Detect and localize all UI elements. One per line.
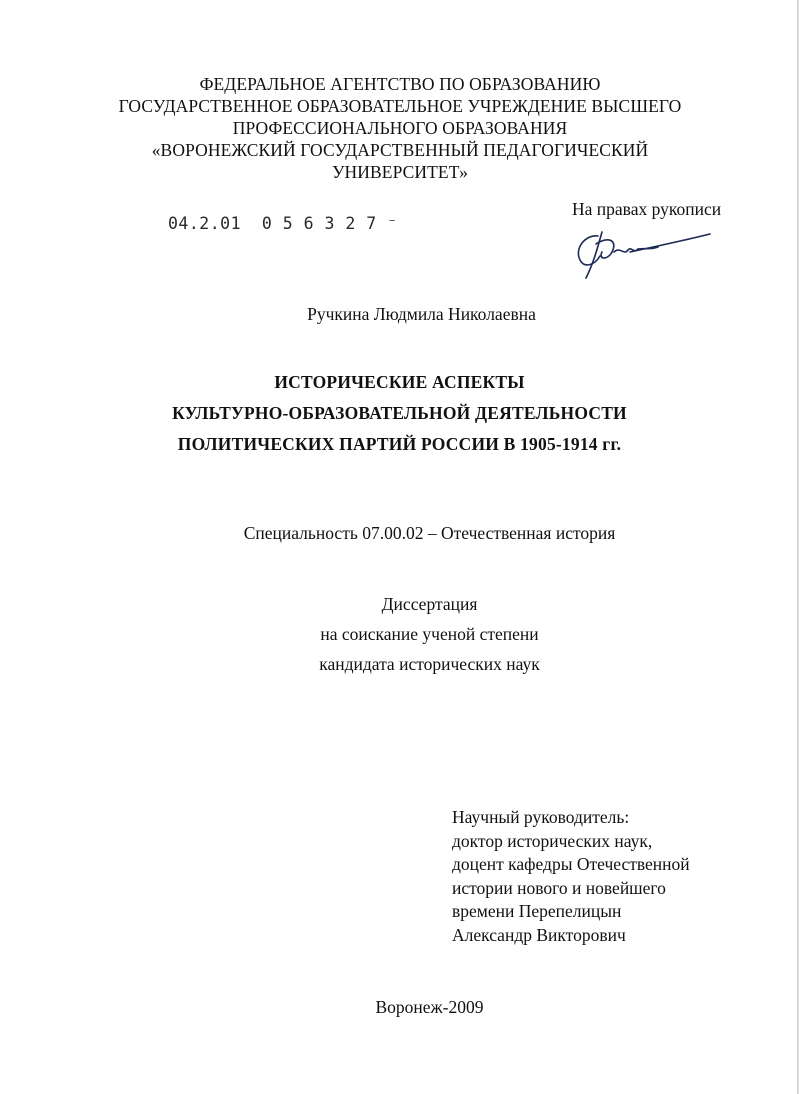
header-line: ПРОФЕССИОНАЛЬНОГО ОБРАЗОВАНИЯ (232, 118, 568, 138)
title-line: ПОЛИТИЧЕСКИХ ПАРТИЙ РОССИИ В 1905-1914 гг. (177, 434, 622, 454)
header-line: «ВОРОНЕЖСКИЙ ГОСУДАРСТВЕННЫЙ ПЕДАГОГИЧЕСКИЙ (151, 140, 649, 160)
handwritten-signature (568, 222, 718, 284)
speciality: Специальность 07.00.02 – Отечественная история (243, 523, 616, 543)
signature-stroke (586, 232, 602, 278)
header-line: ГОСУДАРСТВЕННОЕ ОБРАЗОВАТЕЛЬНОЕ УЧРЕЖДЕНИЕ ВЫСШЕГО (118, 96, 682, 116)
author-name: Ручкина Людмила Николаевна (307, 304, 536, 324)
degree-line: кандидата исторических наук (319, 654, 540, 674)
degree-line: на соискание ученой степени (320, 624, 539, 644)
dissertation-title (0, 367, 799, 460)
supervisor-line: времени Перепелицын (452, 901, 622, 921)
header-line: УНИВЕРСИТЕТ» (332, 162, 468, 182)
supervisor-line: Научный руководитель: (452, 807, 630, 827)
supervisor-line: Александр Викторович (452, 924, 626, 945)
degree-line: Диссертация (381, 594, 478, 614)
supervisor-line: истории нового и новейшего (452, 877, 666, 898)
city-year: Воронеж-2009 (375, 997, 484, 1017)
degree-block (30, 589, 799, 679)
signature-stroke (596, 240, 614, 258)
supervisor-line: доктор исторических наук, (452, 830, 653, 851)
title-line: ИСТОРИЧЕСКИЕ АСПЕКТЫ (274, 372, 525, 392)
header-line: ФЕДЕРАЛЬНОЕ АГЕНТСТВО ПО ОБРАЗОВАНИЮ (199, 74, 601, 94)
supervisor-line: доцент кафедры Отечественной (452, 854, 690, 874)
rights-note: На правах рукописи (572, 199, 722, 219)
institution-header (0, 73, 799, 183)
supervisor-block (452, 806, 690, 947)
registration-number: 04.2.01 0 5 6 3 2 7 ⁻ (168, 214, 398, 233)
title-line: КУЛЬТУРНО-ОБРАЗОВАТЕЛЬНОЙ ДЕЯТЕЛЬНОСТИ (172, 403, 627, 423)
